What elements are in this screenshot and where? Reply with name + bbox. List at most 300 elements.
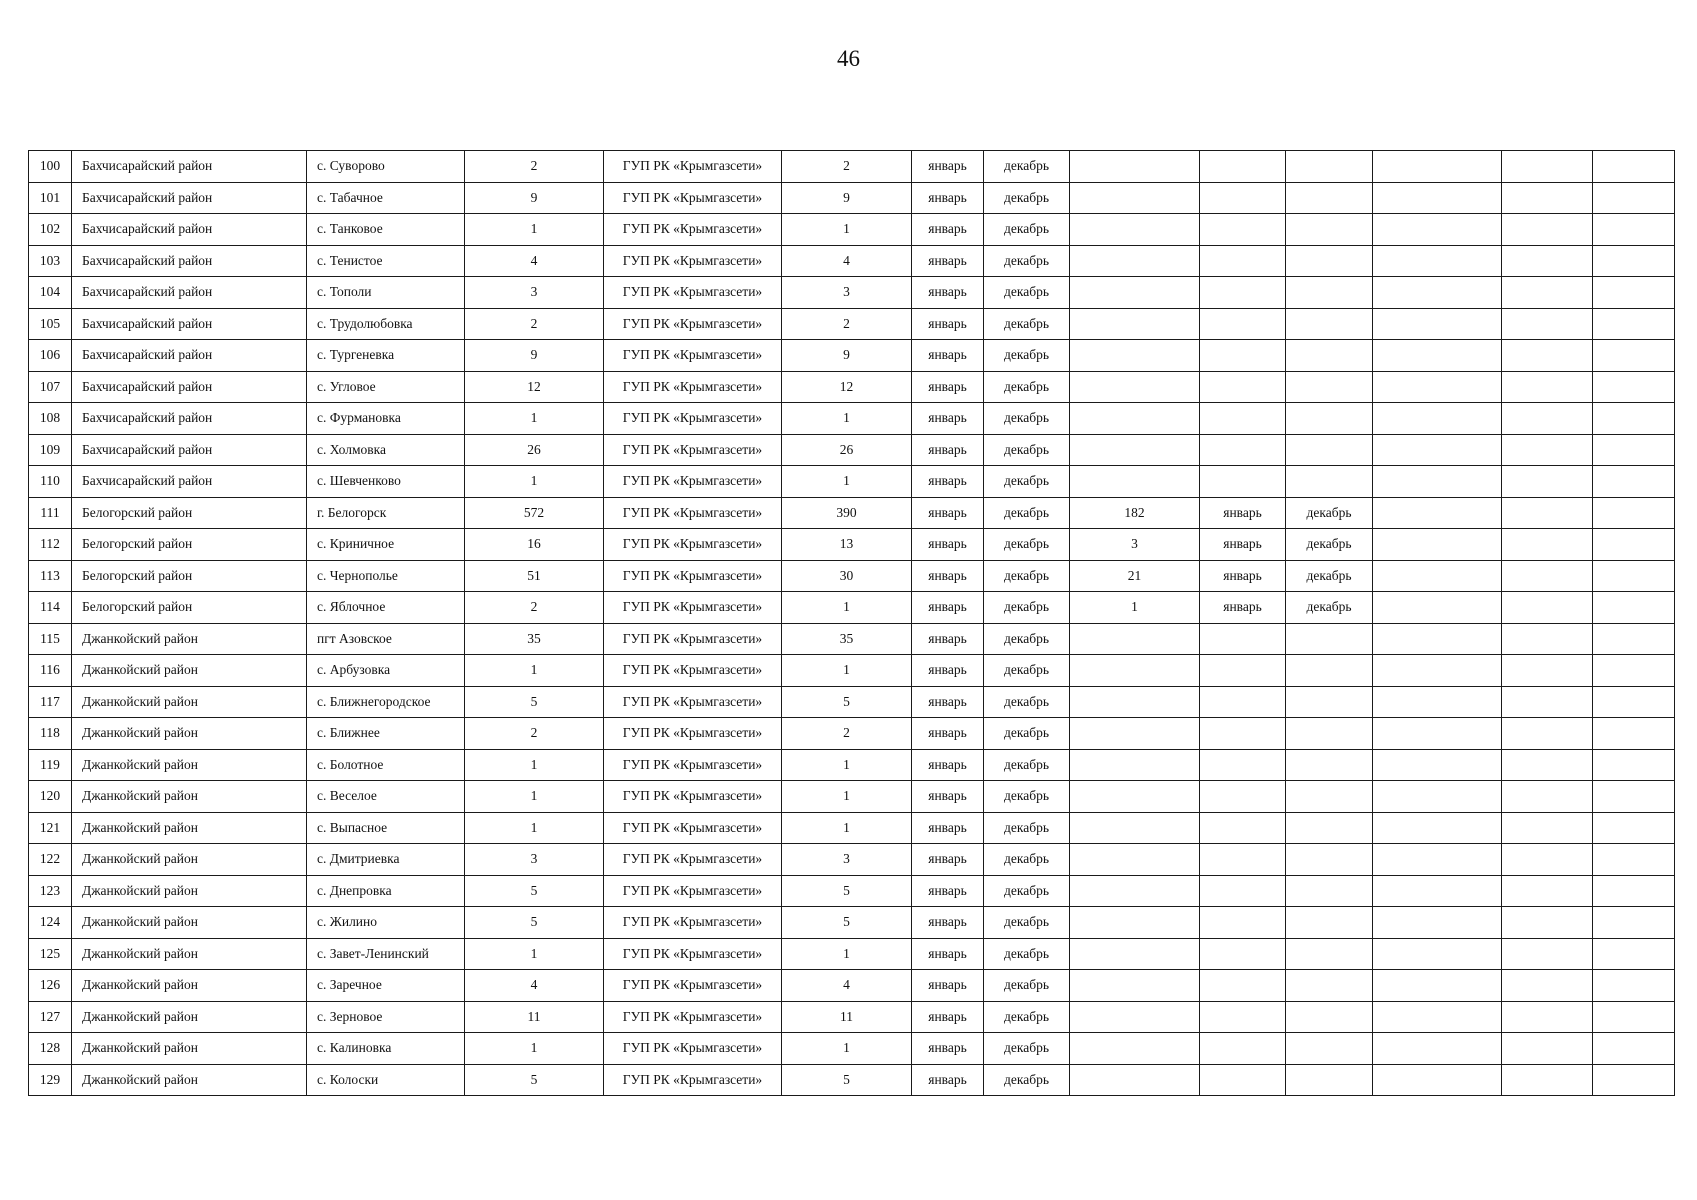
cell-extra-count: 21 [1070,560,1200,592]
table-row [29,277,1675,309]
cell-col-12 [1373,1033,1502,1065]
cell-start-month: январь [912,1033,984,1065]
cell-col-13 [1502,214,1593,246]
cell-extra-end-month [1286,938,1373,970]
cell-end-month: декабрь [984,182,1070,214]
cell-organization: ГУП РК «Крымгазсети» [604,214,782,246]
cell-org-count: 4 [782,245,912,277]
cell-extra-start-month: январь [1200,560,1286,592]
cell-district: Джанкойский район [72,749,307,781]
table-row [29,875,1675,907]
cell-start-month: январь [912,340,984,372]
cell-extra-count [1070,907,1200,939]
cell-col-12 [1373,182,1502,214]
cell-extra-count [1070,749,1200,781]
table-row [29,686,1675,718]
cell-col-13 [1502,592,1593,624]
cell-extra-start-month [1200,371,1286,403]
cell-row-number: 128 [29,1033,72,1065]
cell-extra-end-month: декабрь [1286,497,1373,529]
cell-org-count: 2 [782,151,912,183]
cell-end-month: декабрь [984,529,1070,561]
cell-settlement: с. Трудолюбовка [307,308,465,340]
cell-start-month: январь [912,529,984,561]
cell-start-month: январь [912,781,984,813]
cell-district: Бахчисарайский район [72,403,307,435]
cell-extra-count [1070,686,1200,718]
cell-district: Джанкойский район [72,1001,307,1033]
cell-settlement: с. Арбузовка [307,655,465,687]
cell-extra-end-month [1286,403,1373,435]
cell-settlement: с. Тенистое [307,245,465,277]
cell-total-count: 12 [465,371,604,403]
cell-start-month: январь [912,403,984,435]
cell-total-count: 1 [465,938,604,970]
cell-row-number: 116 [29,655,72,687]
cell-extra-start-month [1200,182,1286,214]
table-row [29,245,1675,277]
cell-row-number: 127 [29,1001,72,1033]
cell-extra-end-month [1286,1001,1373,1033]
cell-extra-start-month [1200,1033,1286,1065]
cell-organization: ГУП РК «Крымгазсети» [604,340,782,372]
cell-org-count: 9 [782,182,912,214]
cell-total-count: 3 [465,844,604,876]
cell-settlement: с. Танковое [307,214,465,246]
cell-col-14 [1593,655,1675,687]
cell-col-12 [1373,214,1502,246]
cell-extra-start-month: январь [1200,497,1286,529]
cell-extra-count [1070,781,1200,813]
cell-extra-start-month [1200,812,1286,844]
cell-settlement: с. Яблочное [307,592,465,624]
cell-total-count: 5 [465,1064,604,1096]
cell-col-12 [1373,781,1502,813]
cell-settlement: с. Ближнегородское [307,686,465,718]
cell-start-month: январь [912,466,984,498]
cell-extra-start-month [1200,655,1286,687]
cell-org-count: 1 [782,214,912,246]
cell-row-number: 112 [29,529,72,561]
cell-district: Джанкойский район [72,970,307,1002]
cell-settlement: г. Белогорск [307,497,465,529]
table-row [29,1001,1675,1033]
cell-total-count: 5 [465,686,604,718]
cell-col-12 [1373,497,1502,529]
cell-col-12 [1373,371,1502,403]
cell-extra-start-month [1200,623,1286,655]
table-row [29,403,1675,435]
cell-district: Джанкойский район [72,875,307,907]
cell-end-month: декабрь [984,1064,1070,1096]
cell-col-12 [1373,277,1502,309]
cell-col-12 [1373,875,1502,907]
cell-col-14 [1593,529,1675,561]
cell-organization: ГУП РК «Крымгазсети» [604,592,782,624]
cell-organization: ГУП РК «Крымгазсети» [604,277,782,309]
table-row [29,340,1675,372]
cell-extra-count [1070,277,1200,309]
cell-settlement: с. Жилино [307,907,465,939]
cell-organization: ГУП РК «Крымгазсети» [604,182,782,214]
cell-org-count: 2 [782,718,912,750]
cell-extra-count [1070,1064,1200,1096]
cell-organization: ГУП РК «Крымгазсети» [604,970,782,1002]
cell-district: Бахчисарайский район [72,340,307,372]
cell-extra-start-month [1200,340,1286,372]
cell-organization: ГУП РК «Крымгазсети» [604,560,782,592]
cell-extra-count [1070,970,1200,1002]
cell-col-13 [1502,308,1593,340]
cell-org-count: 3 [782,277,912,309]
table-row [29,434,1675,466]
cell-col-13 [1502,371,1593,403]
cell-extra-end-month [1286,371,1373,403]
cell-district: Бахчисарайский район [72,245,307,277]
cell-district: Бахчисарайский район [72,151,307,183]
cell-col-14 [1593,1033,1675,1065]
cell-extra-end-month [1286,623,1373,655]
cell-end-month: декабрь [984,308,1070,340]
cell-end-month: декабрь [984,686,1070,718]
cell-start-month: январь [912,655,984,687]
cell-org-count: 13 [782,529,912,561]
cell-col-13 [1502,403,1593,435]
cell-total-count: 1 [465,781,604,813]
cell-org-count: 5 [782,1064,912,1096]
cell-end-month: декабрь [984,277,1070,309]
table-row [29,938,1675,970]
cell-org-count: 1 [782,592,912,624]
cell-extra-end-month [1286,781,1373,813]
cell-district: Бахчисарайский район [72,434,307,466]
cell-org-count: 4 [782,970,912,1002]
cell-row-number: 115 [29,623,72,655]
cell-end-month: декабрь [984,151,1070,183]
cell-col-14 [1593,340,1675,372]
cell-extra-count [1070,1033,1200,1065]
cell-district: Белогорский район [72,592,307,624]
cell-district: Джанкойский район [72,781,307,813]
cell-org-count: 2 [782,308,912,340]
cell-extra-start-month: январь [1200,529,1286,561]
cell-extra-count [1070,245,1200,277]
cell-settlement: с. Ближнее [307,718,465,750]
cell-extra-count [1070,308,1200,340]
cell-district: Джанкойский район [72,718,307,750]
cell-extra-count [1070,875,1200,907]
cell-end-month: декабрь [984,560,1070,592]
cell-organization: ГУП РК «Крымгазсети» [604,466,782,498]
cell-row-number: 119 [29,749,72,781]
cell-start-month: январь [912,938,984,970]
cell-col-12 [1373,434,1502,466]
cell-org-count: 1 [782,655,912,687]
cell-end-month: декабрь [984,907,1070,939]
cell-extra-end-month [1286,214,1373,246]
cell-col-14 [1593,245,1675,277]
cell-total-count: 35 [465,623,604,655]
cell-col-13 [1502,182,1593,214]
cell-settlement: с. Суворово [307,151,465,183]
cell-start-month: январь [912,812,984,844]
cell-col-13 [1502,938,1593,970]
cell-org-count: 390 [782,497,912,529]
table-row [29,529,1675,561]
cell-org-count: 1 [782,812,912,844]
cell-col-12 [1373,749,1502,781]
cell-org-count: 35 [782,623,912,655]
cell-col-14 [1593,623,1675,655]
cell-end-month: декабрь [984,403,1070,435]
page-number: 46 [837,46,860,71]
cell-extra-count: 182 [1070,497,1200,529]
cell-col-12 [1373,151,1502,183]
cell-col-14 [1593,1001,1675,1033]
cell-organization: ГУП РК «Крымгазсети» [604,529,782,561]
cell-end-month: декабрь [984,781,1070,813]
cell-extra-start-month [1200,781,1286,813]
cell-extra-start-month [1200,466,1286,498]
cell-total-count: 11 [465,1001,604,1033]
cell-organization: ГУП РК «Крымгазсети» [604,718,782,750]
cell-col-12 [1373,245,1502,277]
cell-col-14 [1593,781,1675,813]
cell-extra-end-month [1286,340,1373,372]
cell-settlement: с. Табачное [307,182,465,214]
schedule-table [28,150,1675,1096]
cell-row-number: 100 [29,151,72,183]
cell-col-14 [1593,497,1675,529]
cell-col-13 [1502,875,1593,907]
cell-extra-start-month: январь [1200,592,1286,624]
cell-col-12 [1373,718,1502,750]
cell-start-month: январь [912,1064,984,1096]
table-row [29,592,1675,624]
cell-row-number: 109 [29,434,72,466]
cell-organization: ГУП РК «Крымгазсети» [604,434,782,466]
cell-extra-count [1070,340,1200,372]
cell-extra-end-month [1286,686,1373,718]
cell-row-number: 129 [29,1064,72,1096]
cell-col-12 [1373,655,1502,687]
cell-col-13 [1502,1033,1593,1065]
cell-organization: ГУП РК «Крымгазсети» [604,308,782,340]
cell-start-month: январь [912,497,984,529]
cell-organization: ГУП РК «Крымгазсети» [604,371,782,403]
cell-district: Бахчисарайский район [72,277,307,309]
cell-col-12 [1373,466,1502,498]
cell-settlement: с. Шевченково [307,466,465,498]
cell-district: Джанкойский район [72,812,307,844]
cell-org-count: 1 [782,403,912,435]
cell-end-month: декабрь [984,749,1070,781]
cell-extra-end-month [1286,749,1373,781]
cell-extra-end-month: декабрь [1286,560,1373,592]
cell-settlement: с. Калиновка [307,1033,465,1065]
table-row [29,812,1675,844]
cell-col-13 [1502,560,1593,592]
cell-col-14 [1593,718,1675,750]
cell-col-14 [1593,182,1675,214]
cell-extra-end-month [1286,182,1373,214]
cell-col-13 [1502,907,1593,939]
cell-col-14 [1593,938,1675,970]
cell-extra-count [1070,371,1200,403]
cell-start-month: январь [912,686,984,718]
cell-settlement: с. Днепровка [307,875,465,907]
cell-start-month: январь [912,371,984,403]
table-row [29,182,1675,214]
cell-extra-end-month [1286,308,1373,340]
cell-total-count: 16 [465,529,604,561]
cell-extra-start-month [1200,844,1286,876]
cell-start-month: январь [912,1001,984,1033]
cell-organization: ГУП РК «Крымгазсети» [604,1001,782,1033]
cell-row-number: 108 [29,403,72,435]
cell-col-13 [1502,718,1593,750]
cell-col-12 [1373,403,1502,435]
cell-col-13 [1502,655,1593,687]
cell-org-count: 1 [782,466,912,498]
cell-extra-start-month [1200,875,1286,907]
cell-start-month: январь [912,875,984,907]
cell-col-13 [1502,434,1593,466]
cell-organization: ГУП РК «Крымгазсети» [604,907,782,939]
cell-col-13 [1502,686,1593,718]
cell-col-13 [1502,1064,1593,1096]
cell-row-number: 121 [29,812,72,844]
cell-total-count: 51 [465,560,604,592]
cell-extra-end-month [1286,812,1373,844]
cell-start-month: январь [912,182,984,214]
cell-col-12 [1373,907,1502,939]
cell-org-count: 11 [782,1001,912,1033]
cell-organization: ГУП РК «Крымгазсети» [604,781,782,813]
cell-extra-count [1070,1001,1200,1033]
cell-org-count: 12 [782,371,912,403]
table-row [29,497,1675,529]
cell-total-count: 5 [465,875,604,907]
cell-col-12 [1373,560,1502,592]
cell-total-count: 3 [465,277,604,309]
cell-end-month: декабрь [984,970,1070,1002]
cell-col-14 [1593,308,1675,340]
cell-district: Бахчисарайский район [72,214,307,246]
cell-district: Белогорский район [72,497,307,529]
cell-extra-count [1070,718,1200,750]
cell-col-13 [1502,277,1593,309]
cell-total-count: 2 [465,151,604,183]
cell-district: Джанкойский район [72,907,307,939]
cell-extra-end-month [1286,718,1373,750]
cell-settlement: с. Выпасное [307,812,465,844]
cell-org-count: 1 [782,749,912,781]
cell-extra-count [1070,403,1200,435]
cell-extra-count [1070,434,1200,466]
cell-end-month: декабрь [984,718,1070,750]
cell-row-number: 117 [29,686,72,718]
cell-total-count: 1 [465,403,604,435]
cell-end-month: декабрь [984,1001,1070,1033]
cell-end-month: декабрь [984,844,1070,876]
cell-end-month: декабрь [984,497,1070,529]
cell-settlement: пгт Азовское [307,623,465,655]
table-row [29,466,1675,498]
cell-end-month: декабрь [984,592,1070,624]
cell-col-12 [1373,1001,1502,1033]
cell-settlement: с. Тополи [307,277,465,309]
cell-total-count: 26 [465,434,604,466]
cell-row-number: 103 [29,245,72,277]
cell-row-number: 126 [29,970,72,1002]
cell-organization: ГУП РК «Крымгазсети» [604,151,782,183]
cell-total-count: 4 [465,245,604,277]
cell-extra-end-month [1286,970,1373,1002]
cell-start-month: январь [912,970,984,1002]
cell-extra-end-month [1286,655,1373,687]
cell-end-month: декабрь [984,371,1070,403]
cell-col-12 [1373,340,1502,372]
cell-district: Белогорский район [72,529,307,561]
cell-settlement: с. Чернополье [307,560,465,592]
cell-settlement: с. Веселое [307,781,465,813]
cell-col-12 [1373,592,1502,624]
cell-organization: ГУП РК «Крымгазсети» [604,938,782,970]
cell-extra-count [1070,655,1200,687]
cell-start-month: январь [912,245,984,277]
table-row [29,371,1675,403]
cell-col-14 [1593,371,1675,403]
table-row [29,308,1675,340]
cell-col-14 [1593,466,1675,498]
cell-row-number: 113 [29,560,72,592]
cell-row-number: 102 [29,214,72,246]
cell-extra-count [1070,623,1200,655]
cell-start-month: январь [912,434,984,466]
cell-extra-start-month [1200,1001,1286,1033]
cell-col-13 [1502,529,1593,561]
cell-start-month: январь [912,277,984,309]
cell-district: Бахчисарайский район [72,308,307,340]
cell-row-number: 125 [29,938,72,970]
cell-settlement: с. Фурмановка [307,403,465,435]
cell-extra-end-month [1286,907,1373,939]
cell-total-count: 1 [465,749,604,781]
cell-col-14 [1593,151,1675,183]
cell-organization: ГУП РК «Крымгазсети» [604,749,782,781]
cell-row-number: 106 [29,340,72,372]
cell-organization: ГУП РК «Крымгазсети» [604,623,782,655]
cell-district: Джанкойский район [72,686,307,718]
cell-extra-end-month [1286,277,1373,309]
cell-extra-end-month: декабрь [1286,529,1373,561]
cell-start-month: январь [912,214,984,246]
cell-end-month: декабрь [984,655,1070,687]
cell-col-13 [1502,245,1593,277]
cell-total-count: 572 [465,497,604,529]
table-row [29,214,1675,246]
cell-extra-start-month [1200,245,1286,277]
table-row [29,970,1675,1002]
cell-row-number: 114 [29,592,72,624]
cell-col-12 [1373,970,1502,1002]
cell-row-number: 120 [29,781,72,813]
cell-extra-start-month [1200,970,1286,1002]
cell-settlement: с. Дмитриевка [307,844,465,876]
table-row [29,749,1675,781]
cell-extra-count [1070,214,1200,246]
